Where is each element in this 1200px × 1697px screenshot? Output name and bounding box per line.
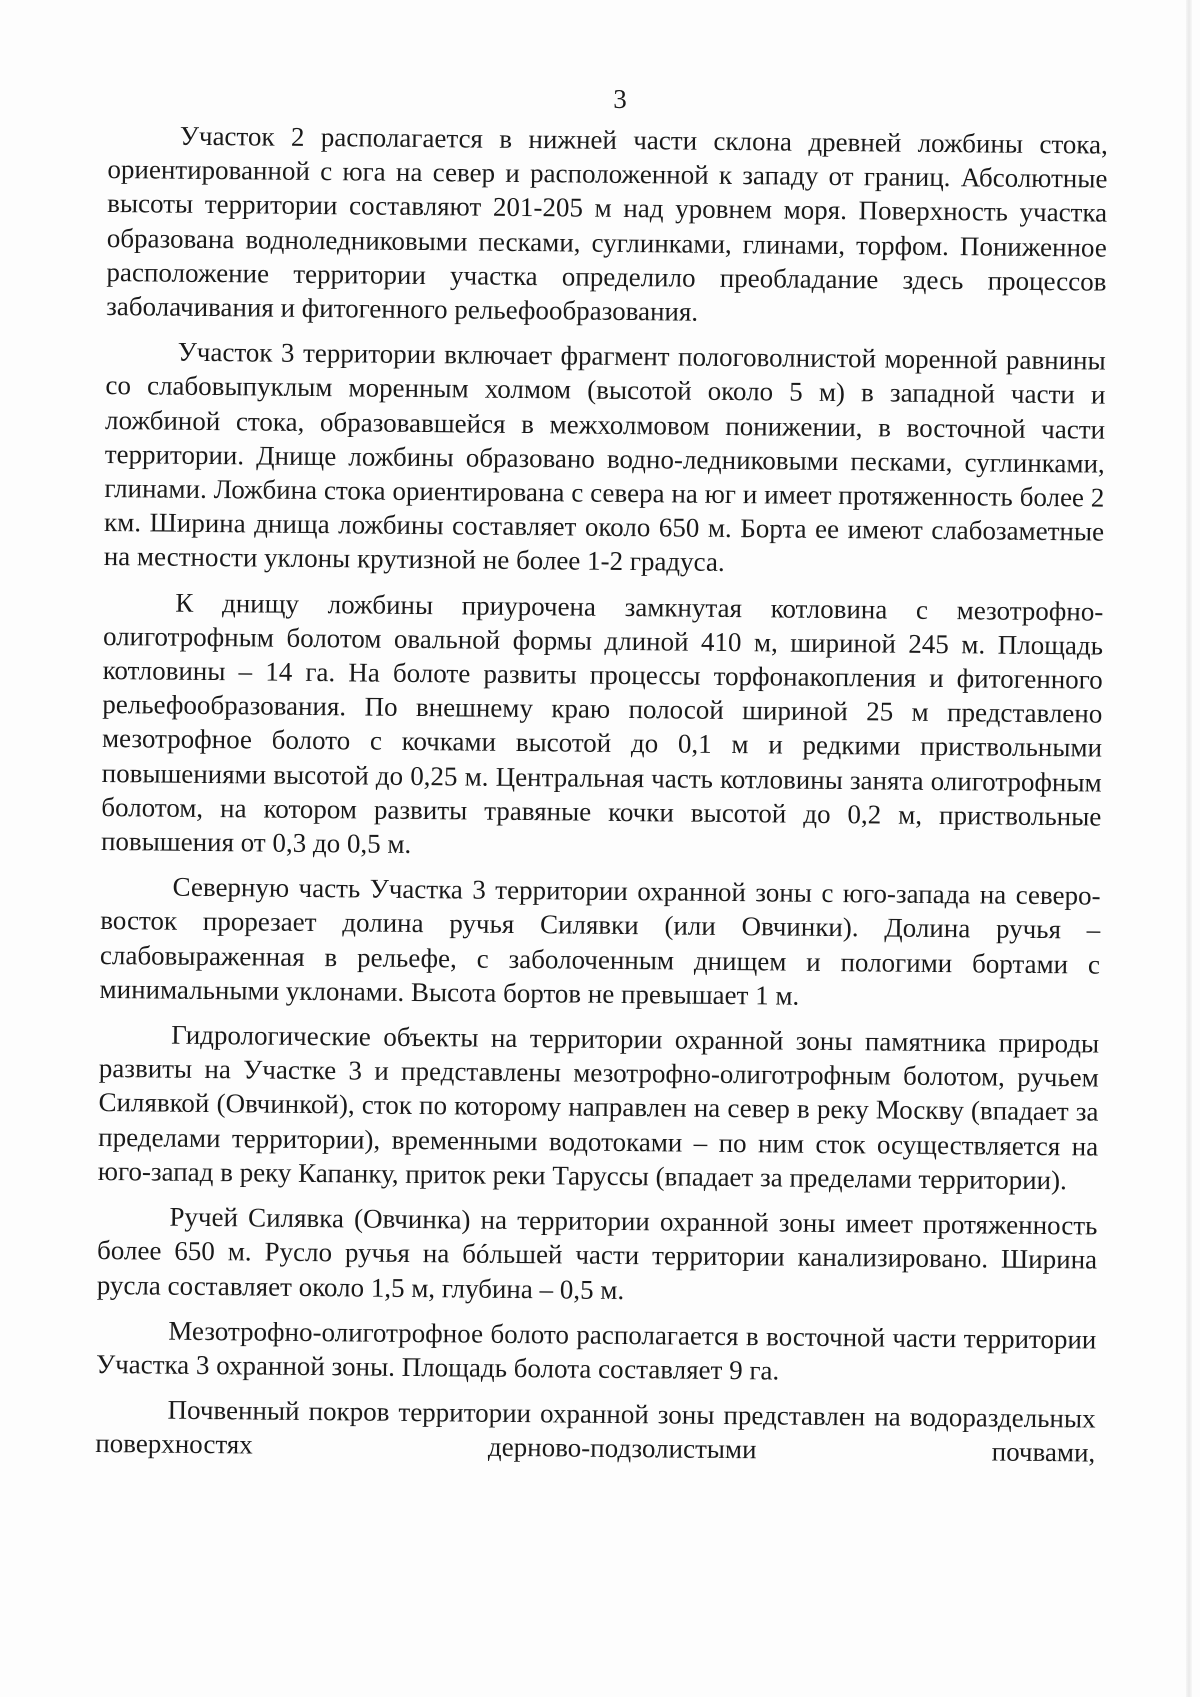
scan-edge-shadow [1186,0,1192,1697]
body-text [95,118,1108,1470]
paragraph-soil-cover: Почвенный покров территории охранной зоны представлен на водораздельных поверхностях дерново-подзолистыми почвами, [95,1394,1096,1468]
paragraph-hydrology: Гидрологические объекты на территории охранной зоны памятника природы развиты на Участке 3 и представлены мезотрофно-олиготрофным болотом, ручьем Силявкой (Овчинкой), сток по которому направлен на север в реку Москву (впадает за пределами территории), временными водотоками – по ним сток осуществляется на юго-запад в реку Капанку, приток реки Таруссы (впадает за пределами территории). [97,1019,1100,1196]
paragraph-site-3: Участок 3 территории включает фрагмент пологоволнистой моренной равнины со слабовыпуклым моренным холмом (высотой около 5 м) в западной части и ложбиной стока, образовавшейся в межхолмовом понижении, в восточной части территории. Днище ложбины образовано водно-ледниковыми песками, суглинками, глинами. Ложбина стока ориентирована с севера на юг и имеет протяженность более 2 км. Ширина днища ложбины составляет около 650 м. Борта ее имеют слабозаметные на местности уклоны крутизной не более 1-2 градуса. [103,336,1106,578]
paragraph-site-2: Участок 2 располагается в нижней части склона древней ложбины стока, ориентированной с юга на север и расположенной к западу от границ. Абсолютные высоты территории составляют 201-205 м над уровнем моря. Поверхность участка образована водноледниковыми песками, суглинками, глинами, торфом. Пониженное расположение территории участка определило преобладание здесь процессов заболачивания и фитогенного рельефообразования. [106,120,1108,327]
paragraph-basin-bog: К днищу ложбины приурочена замкнутая котловина с мезотрофно-олиготрофным болотом овальной формы длиной 410 м, шириной 245 м. Площадь котловины – 14 га. На болоте развиты процессы торфонакопления и фитогенного рельефообразования. По внешнему краю полосой шириной 25 м представлено мезотрофное болото с кочками высотой до 0,1 м и редкими приствольными повышениями высотой до 0,25 м. Центральная часть котловины занята олиготрофным болотом, на котором развиты травяные кочки высотой до 0,2 м, приствольные повышения от 0,3 до 0,5 м. [100,587,1104,860]
paragraph-bog-area: Мезотрофно-олиготрофное болото располагается в восточной части территории Участка 3 охранной зоны. Площадь болота составляет 9 га. [95,1315,1097,1386]
paragraph-stream-valley: Северную часть Участка 3 территории охранной зоны с юго-запада на северо-восток прорезает долина ручья Силявки (или Овчинки). Долина ручья – слабовыраженная в рельефе, с заболоченным днищем и пологими бортами с минимальными уклонами. Высота бортов не превышает 1 м. [99,871,1101,1011]
paragraph-stream-silyavka: Ручей Силявка (Овчинка) на территории охранной зоны имеет протяженность более 650 м. Русло ручья на бóльшей части территории канализировано. Ширина русла составляет около 1,5 м, глубина – 0,5 м. [96,1201,1098,1305]
page-number: 3 [613,84,627,114]
